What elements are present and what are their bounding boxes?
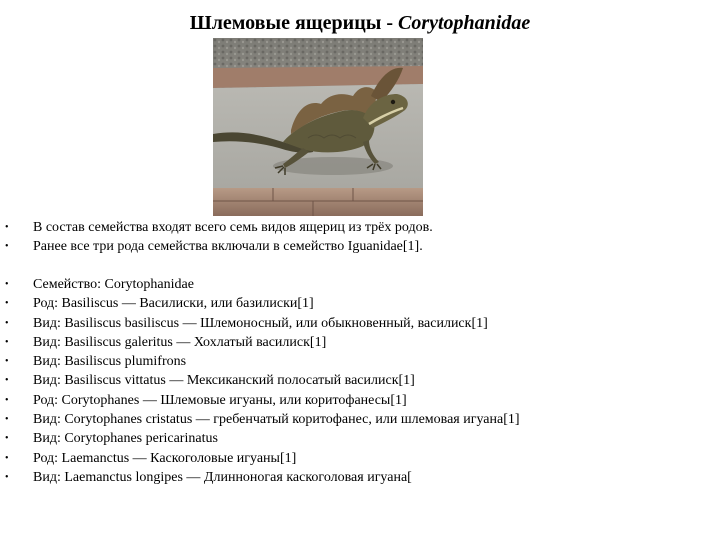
- list-item-text: Вид: Basiliscus plumifrons: [33, 354, 187, 370]
- list-item: [0, 352, 700, 371]
- bullet-dot: •: [5, 394, 9, 406]
- list-item-text: Ранее все три рода семейства включали в семейство Iguanidae[1].: [33, 239, 423, 255]
- title-latin: Corytophanidae: [398, 12, 531, 34]
- list-item-text: Семейство: Corytophanidae: [33, 277, 194, 292]
- intro-list: [0, 218, 700, 257]
- list-item: [0, 218, 700, 237]
- list-item: [0, 275, 700, 294]
- list-item-text: Род: Laemanctus — Каскоголовые игуаны[1]: [33, 450, 297, 466]
- bullet-dot: •: [5, 241, 9, 253]
- list-item-text: Вид: Corytophanes cristatus — гребенчатый коритофанес, или шлемовая игуана[1]: [33, 412, 520, 428]
- bullet-dot: •: [5, 414, 9, 426]
- list-item: [0, 391, 700, 410]
- basilisk-lizard-icon: [213, 38, 423, 216]
- bullet-dot: •: [5, 222, 9, 233]
- list-item: [0, 468, 700, 487]
- list-item: [0, 429, 700, 448]
- bullet-dot: •: [5, 279, 9, 290]
- list-item: [0, 237, 700, 256]
- list-item-text: Вид: Basiliscus basiliscus — Шлемоносный, или обыкновенный, василиск[1]: [33, 315, 488, 331]
- list-item-text: Вид: Basiliscus galeritus — Хохлатый василиск[1]: [33, 334, 327, 350]
- bullet-dot: •: [5, 471, 9, 483]
- list-item: [0, 371, 700, 390]
- list-item: [0, 294, 700, 313]
- list-item-text: Род: Basiliscus — Василиски, или базилиски[1]: [33, 296, 314, 312]
- bullet-dot: •: [5, 452, 9, 464]
- bullet-dot: •: [5, 375, 9, 387]
- slide-title: [0, 10, 720, 36]
- bullet-dot: •: [5, 433, 9, 445]
- list-item: [0, 333, 700, 352]
- bullet-dot: •: [5, 336, 9, 348]
- list-item-text: Вид: Basiliscus vittatus — Мексиканский полосатый василиск[1]: [33, 373, 415, 389]
- bullet-dot: •: [5, 356, 9, 368]
- list-item-text: Вид: Corytophanes pericarinatus: [33, 431, 218, 447]
- list-item-text: Вид: Laemanctus longipes — Длинноногая каскоголовая игуана[: [33, 469, 412, 485]
- bullet-dot: •: [5, 298, 9, 310]
- list-item: [0, 449, 700, 468]
- list-item-text: В состав семейства входят всего семь видов ящериц из трёх родов.: [33, 220, 433, 235]
- lizard-photo: [213, 38, 423, 216]
- taxonomy-list: [0, 275, 700, 487]
- list-item-text: Род: Corytophanes — Шлемовые игуаны, или коритофанесы[1]: [33, 392, 407, 408]
- bullet-dot: •: [5, 317, 9, 329]
- list-item: [0, 410, 700, 429]
- title-russian: Шлемовые ящерицы -: [189, 12, 398, 34]
- list-item: [0, 314, 700, 333]
